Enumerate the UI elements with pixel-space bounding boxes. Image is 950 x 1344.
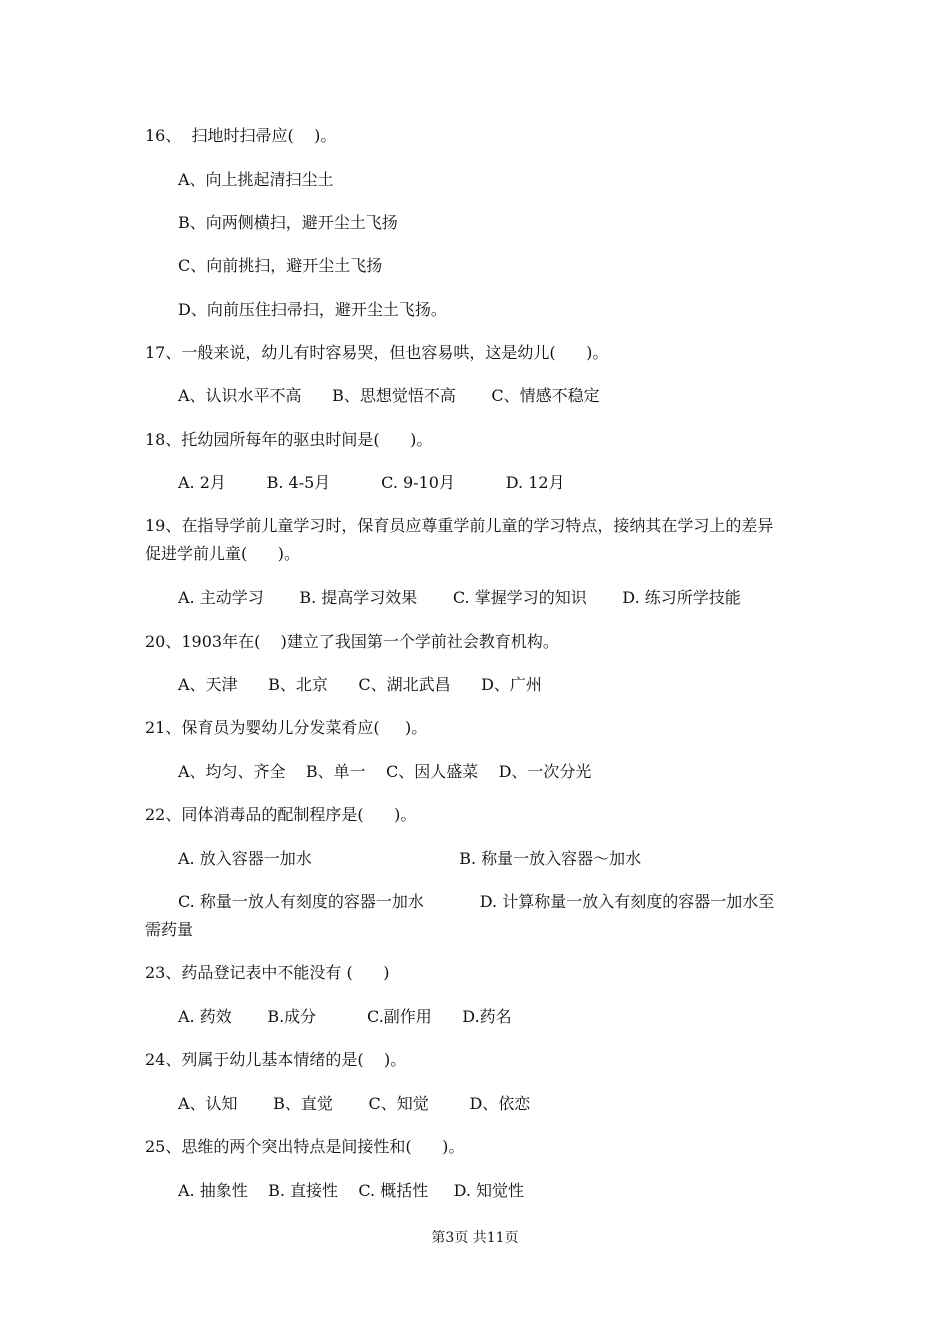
question-18-stem: 18、托幼园所每年的驱虫时间是( )。 xyxy=(145,430,433,449)
question-22-stem: 22、同体消毒品的配制程序是( )。 xyxy=(145,805,417,824)
question-25-stem: 25、思维的两个突出特点是间接性和( )。 xyxy=(145,1137,465,1156)
question-18-options: A. 2月 B. 4-5月 C. 9-10月 D. 12月 xyxy=(178,473,565,492)
question-19-options: A. 主动学习 B. 提高学习效果 C. 掌握学习的知识 D. 练习所学技能 xyxy=(178,588,741,607)
question-21-options: A、均匀、齐全 B、单一 C、因人盛菜 D、一次分光 xyxy=(178,762,592,781)
question-25-options: A. 抽象性 B. 直接性 C. 概括性 D. 知觉性 xyxy=(178,1181,525,1200)
question-24-stem: 24、列属于幼儿基本情绪的是( )。 xyxy=(145,1050,407,1069)
question-20-stem: 20、1903年在( )建立了我国第一个学前社会教育机构。 xyxy=(145,632,559,651)
question-22-options-row-1: A. 放入容器一加水 B. 称量一放入容器～加水 xyxy=(178,849,642,868)
question-16-option-c: C、向前挑扫，避开尘土飞扬 xyxy=(178,256,383,275)
question-23-options: A. 药效 B.成分 C.副作用 D.药名 xyxy=(178,1007,512,1026)
question-16-option-d: D、向前压住扫帚扫，避开尘土飞扬。 xyxy=(178,300,447,319)
question-20-options: A、天津 B、北京 C、湖北武昌 D、广州 xyxy=(178,675,542,694)
question-16-stem: 16、 扫地时扫帚应( )。 xyxy=(145,126,337,145)
question-16-option-a: A、向上挑起清扫尘土 xyxy=(178,170,334,189)
question-17-options: A、认识水平不高 B、思想觉悟不高 C、情感不稳定 xyxy=(178,386,600,405)
question-24-options: A、认知 B、直觉 C、知觉 D、依恋 xyxy=(178,1094,531,1113)
page-number-footer: 第3页 共11页 xyxy=(431,1230,519,1246)
question-21-stem: 21、保育员为婴幼儿分发菜肴应( )。 xyxy=(145,718,428,737)
question-19-stem-line-2: 促进学前儿童( )。 xyxy=(145,544,301,563)
question-19-stem-line-1: 19、在指导学前儿童学习时，保育员应尊重学前儿童的学习特点，接纳其在学习上的差异 xyxy=(145,516,774,535)
question-16-option-b: B、向两侧横扫，避开尘土飞扬 xyxy=(178,213,398,232)
question-23-stem: 23、药品登记表中不能没有 ( ) xyxy=(145,963,390,982)
question-22-options-row-3: 需药量 xyxy=(145,920,194,939)
question-17-stem: 17、一般来说，幼儿有时容易哭，但也容易哄，这是幼儿( )。 xyxy=(145,343,609,362)
question-22-options-row-2: C. 称量一放人有刻度的容器一加水 D. 计算称量一放入有刻度的容器一加水至 xyxy=(178,892,775,911)
